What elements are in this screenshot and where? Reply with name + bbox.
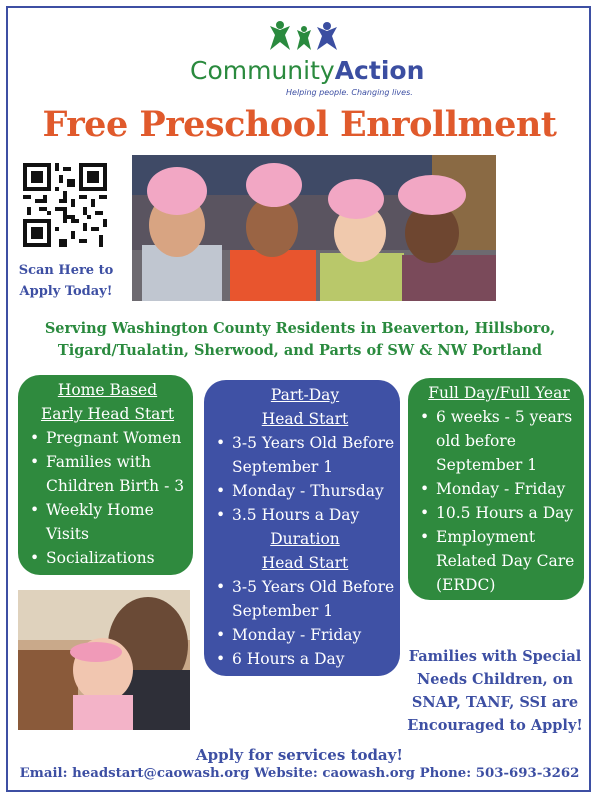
scan-caption: Scan Here to Apply Today! — [18, 263, 114, 299]
community-action-logo — [190, 18, 425, 98]
list-item: • 10.5 Hours a Day — [418, 501, 580, 525]
list-item: • Employment Related Day Care (ERDC) — [418, 525, 580, 597]
mother-and-baby-photo — [18, 590, 190, 730]
people-logo-icon — [266, 20, 346, 54]
list-item: • 3-5 Years Old Before September 1 — [214, 431, 396, 479]
home-based-title: Home Based — [57, 381, 158, 399]
list-item: • 6 Hours a Day — [214, 647, 396, 671]
service-area-text: Serving Washington County Residents in Beaverton, Hillsboro, Tigard/Tualatin, Sherwood, and Parts of SW & NW Portland — [44, 320, 556, 359]
qr-code[interactable] — [23, 163, 107, 247]
part-day-title: Part-Day — [270, 386, 340, 404]
list-item: • Monday - Thursday — [214, 479, 396, 503]
apply-heading: Apply for services today! — [196, 746, 403, 764]
list-item: • Families with Children Birth - 3 — [28, 450, 187, 498]
list-item: • Monday - Friday — [214, 623, 396, 647]
list-item: • Pregnant Women — [28, 426, 187, 450]
logo-wordmark: CommunityAction — [190, 56, 425, 85]
list-item: • 3-5 Years Old Before September 1 — [214, 575, 396, 623]
logo-tagline: Helping people. Changing lives. — [286, 88, 413, 97]
list-item: • Weekly Home Visits — [28, 498, 187, 546]
duration-title: Duration — [270, 530, 340, 548]
home-based-early-head-start-box — [18, 375, 193, 575]
list-item: • 3.5 Hours a Day — [214, 503, 396, 527]
list-item: • Monday - Friday — [418, 477, 580, 501]
list-item: • Socializations — [28, 546, 187, 570]
special-needs-text: Families with Special Needs Children, on SNAP, TANF, SSI are Encouraged to Apply! — [407, 648, 583, 734]
head-start-box — [204, 380, 400, 676]
page-title: Free Preschool Enrollment — [42, 104, 557, 145]
children-pig-hats-photo — [132, 155, 496, 301]
full-day-title: Full Day/Full Year — [428, 384, 570, 402]
early-head-start-title: Early Head Start — [40, 405, 175, 423]
contact-info: Email: headstart@caowash.org Website: caowash.org Phone: 503-693-3262 — [19, 766, 580, 781]
duration-head-start-title: Head Start — [261, 554, 349, 572]
full-day-full-year-box — [408, 378, 584, 600]
list-item: • 6 weeks - 5 years old before September 1 — [418, 405, 580, 477]
part-day-head-start-title: Head Start — [261, 410, 349, 428]
